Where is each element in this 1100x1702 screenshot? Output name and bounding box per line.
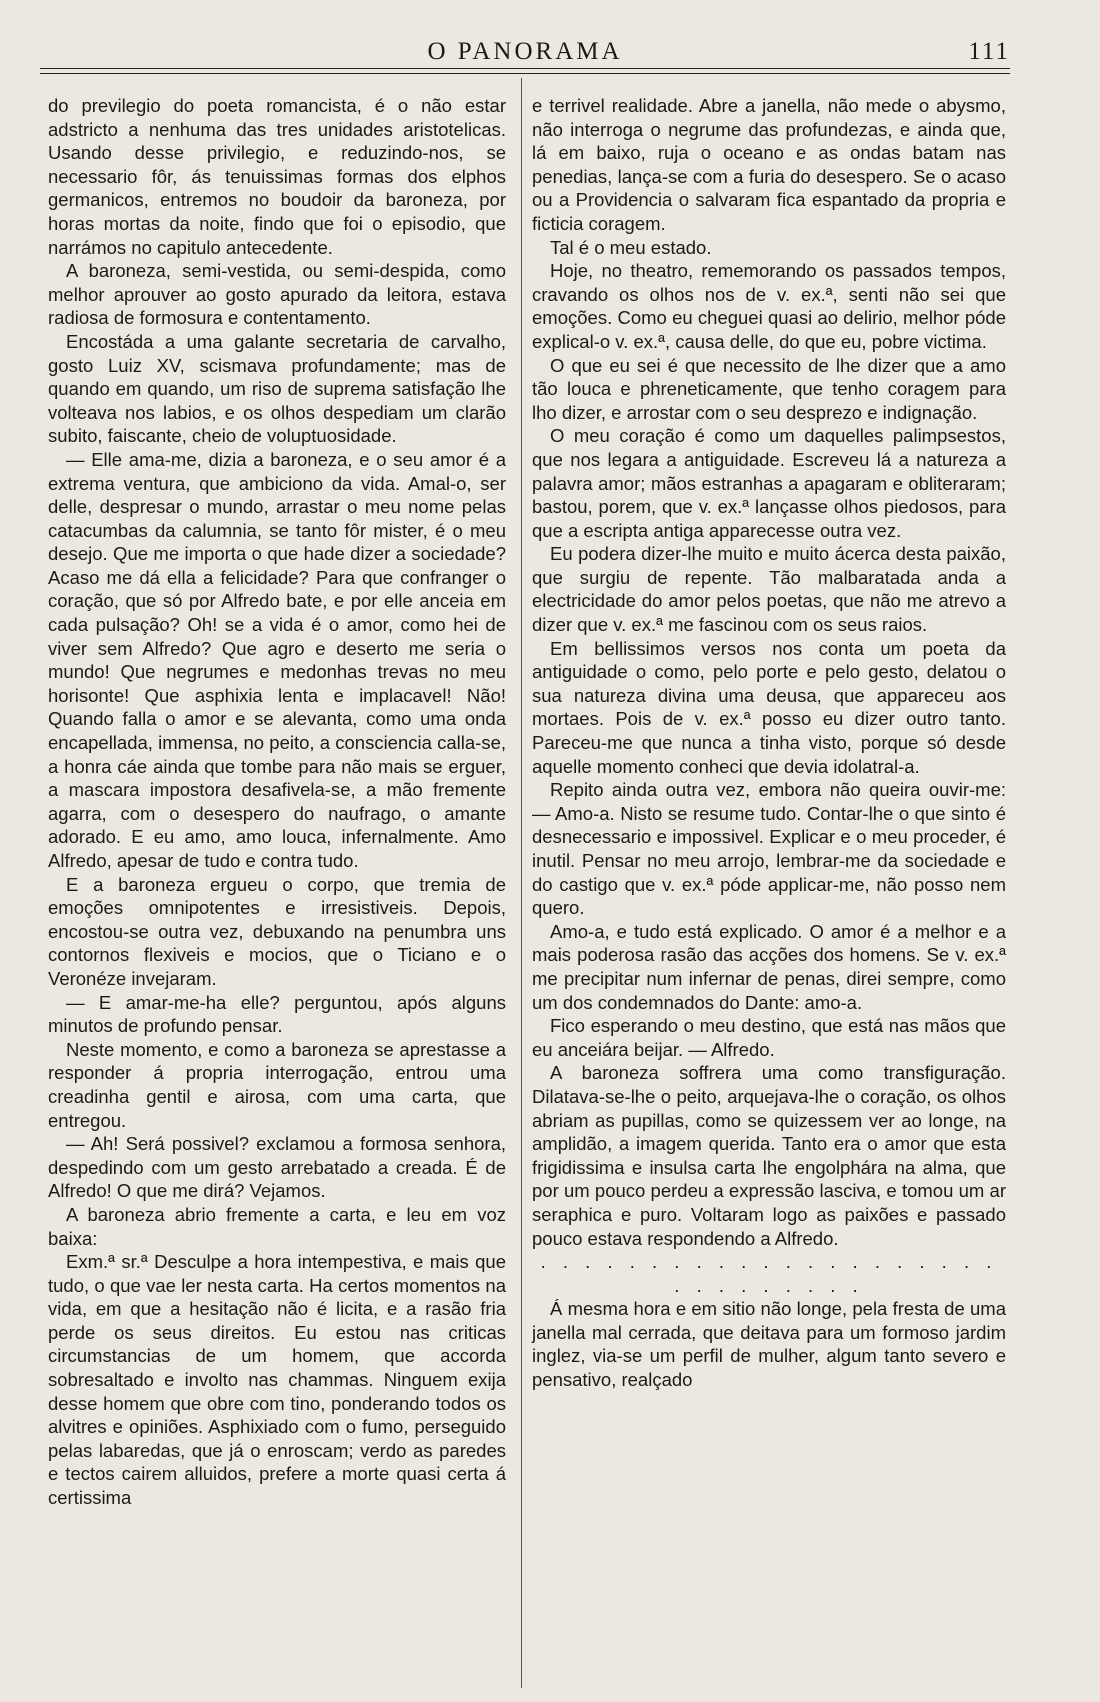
paragraph: O meu coração é como um daquelles palimpsestos, que nos legara a antiguidade. Escreveu lá a natureza a palavra amor; mãos estranhas a apagaram e obliteraram; bastou, porem, que v. ex.ª lançasse olhos piedosos, para que a escripta antiga apparecesse outra vez.: [532, 425, 1006, 541]
paragraph: do previlegio do poeta romancista, é o não estar adstricto a nenhuma das tres unidades aristotelicas. Usando desse privilegio, e reduzindo-nos, se necessario fôr, ás tenuissimas formas dos elphos germanicos, entremos no boudoir da baroneza, por horas mortas da noite, findo que foi o episodio, que narrámos no capitulo antecedente.: [48, 95, 506, 258]
paragraph: Á mesma hora e em sitio não longe, pela fresta de uma janella mal cerrada, que deitava para um formoso jardim inglez, via-se um perfil de mulher, algum tanto severo e pensativo, realçado: [532, 1298, 1006, 1391]
header-rule-thin: [40, 73, 1010, 74]
header-rule: [40, 68, 1010, 69]
paragraph: Repito ainda outra vez, embora não queira ouvir-me: — Amo-a. Nisto se resume tudo. Contar-lhe o que sinto é desnecessario e impossivel. Explicar e o meu proceder, é inutil. Pensar no meu arrojo, lembrar-me da sociedade e do castigo que v. ex.ª póde applicar-me, não posso nem quero.: [532, 779, 1006, 919]
section-break-dots: . . . . . . . . . . . . . . . . . . . . . . . . . . . . . .: [540, 1251, 998, 1296]
paragraph: Fico esperando o meu destino, que está nas mãos que eu anceiára beijar. — Alfredo.: [532, 1015, 1006, 1060]
paragraph: — Ah! Será possivel? exclamou a formosa senhora, despedindo com um gesto arrebatado a creada. É de Alfredo! O que me dirá? Vejamos.: [48, 1133, 506, 1202]
paragraph: Em bellissimos versos nos conta um poeta da antiguidade o como, pelo porte e pelo gesto, delatou o sua natureza divina uma deusa, que appareceu aos mortaes. Pois de v. ex.ª posso eu dizer outro tanto. Pareceu-me que nunca a tinha visto, porque só desde aquelle momento conheci que devia idolatral-a.: [532, 637, 1006, 777]
paragraph: A baroneza soffrera uma como transfiguração. Dilatava-se-lhe o peito, arquejava-lhe o coração, os olhos abriam as pupillas, como se quizessem ver ao longe, na amplidão, a imagem querida. Tanto era o amor que esta frigidissima e insulsa carta lhe engolphára na alma, que por um pouco perdeu a expressão lasciva, e tomou um ar seraphica e puro. Voltaram logo as paixões e passado pouco estava respondendo a Alfredo.: [532, 1062, 1006, 1249]
paragraph: Hoje, no theatro, rememorando os passados tempos, cravando os olhos nos de v. ex.ª, senti não sei que emoções. Como eu cheguei quasi ao delirio, melhor póde explical-o v. ex.ª, causa delle, do que eu, pobre victima.: [532, 260, 1006, 352]
paragraph: Eu podera dizer-lhe muito e muito ácerca desta paixão, que surgiu de repente. Tão malbaratada anda a electricidade do amor pelos poetas, que não me atrevo a dizer que v. ex.ª me fascinou com os seus raios.: [532, 543, 1006, 636]
paragraph: Amo-a, e tudo está explicado. O amor é a melhor e a mais poderosa rasão das acções dos homens. Se v. ex.ª me precipitar num infernar de penas, direi sempre, como um dos condemnados do Dante: amo-a.: [532, 920, 1006, 1013]
page-number: 111: [968, 38, 1010, 65]
paragraph: e terrivel realidade. Abre a janella, não mede o abysmo, não interroga o negrume das profundezas, e ainda que, lá em baixo, ruja o oceano e as ondas batam nas penedias, lança-se com a furia do desespero. Se o acaso ou a Providencia o salvaram fica espantado da propria e ficticia coragem.: [532, 95, 1006, 234]
paragraph: O que eu sei é que necessito de lhe dizer que a amo tão louca e phreneticamente, que tenho coragem para lho dizer, e arrostar com o seu desprezo e indignação.: [532, 354, 1006, 423]
paragraph: — E amar-me-ha elle? perguntou, após alguns minutos de profundo pensar.: [48, 991, 506, 1037]
paragraph: E a baroneza ergueu o corpo, que tremia de emoções omnipotentes e irresistiveis. Depois, encostou-se outra vez, debuxando na penumbra uns contornos flexiveis e mocios, que o Ticiano e o Veronéze invejaram.: [48, 873, 506, 989]
right-column: [532, 94, 1006, 1392]
page-header: [40, 32, 1010, 72]
paragraph: Exm.ª sr.ª Desculpe a hora intempestiva, e mais que tudo, o que vae ler nesta carta. Ha certos momentos na vida, em que a hesitação não é licita, e a rasão fria perde os seus direitos. Eu estou nas criticas circumstancias de um homem, que accorda sobresaltado e involto nas chammas. Ninguem exija desse homem que obre com tino, ponderando todos os alvitres e opiniões. Asphixiado com o fumo, perseguido pelas labaredas, que já o enroscam; verdo as paredes e tectos cairem alluidos, prefere a morte quasi certa á certissima: [48, 1251, 506, 1509]
paragraph: Tal é o meu estado.: [550, 236, 712, 258]
column-divider: [521, 78, 522, 1688]
paragraph: Encostáda a uma galante secretaria de carvalho, gosto Luiz XV, scismava profundamente; mas de quando em quando, um riso de suprema satisfação lhe volteava nos labios, e os olhos despediam um clarão subito, faiscante, cheio de voluptuosidade.: [48, 330, 506, 447]
newspaper-title: O PANORAMA: [427, 38, 623, 65]
paragraph: — Elle ama-me, dizia a baroneza, e o seu amor é a extrema ventura, que ambiciono da vida. Amal-o, ser delle, despresar o mundo, arrastar o meu nome pelas catacumbas da calumnia, se tanto fôr mister, é o meu desejo. Que me importa o que hade dizer a sociedade? Acaso me dá ella a felicidade? Para que confranger o coração, que só por Alfredo bate, e por elle anceia em cada pulsação? Oh! se a vida é o amor, como hei de viver sem Alfredo? Que agro e deserto me seria o mundo! Que negrumes e medonhas trevas no meu horisonte! Que asphixia lenta e implacavel! Não! Quando falla o amor e se alevanta, como uma onda encapellada, immensa, no peito, a consciencia calla-se, a honra cáe ainda que tombe para não mais se erguer, a mascara impostora desafivela-se, a mão fremente agarra, com o desespero do naufrago, o amante adorado. E eu amo, amo louca, infernalmente. Amo Alfredo, apesar de tudo e contra tudo.: [48, 448, 506, 871]
paragraph: A baroneza, semi-vestida, ou semi-despida, como melhor aprouver ao gosto apurado da leitora, estava radiosa de formosura e contentamento.: [48, 260, 506, 329]
left-column: [48, 94, 506, 1510]
paragraph: Neste momento, e como a baroneza se aprestasse a responder á propria interrogação, entrou uma creadinha gentil e airosa, com uma carta, que entregou.: [48, 1038, 506, 1131]
paragraph: A baroneza abrio fremente a carta, e leu em voz baixa:: [48, 1203, 506, 1249]
